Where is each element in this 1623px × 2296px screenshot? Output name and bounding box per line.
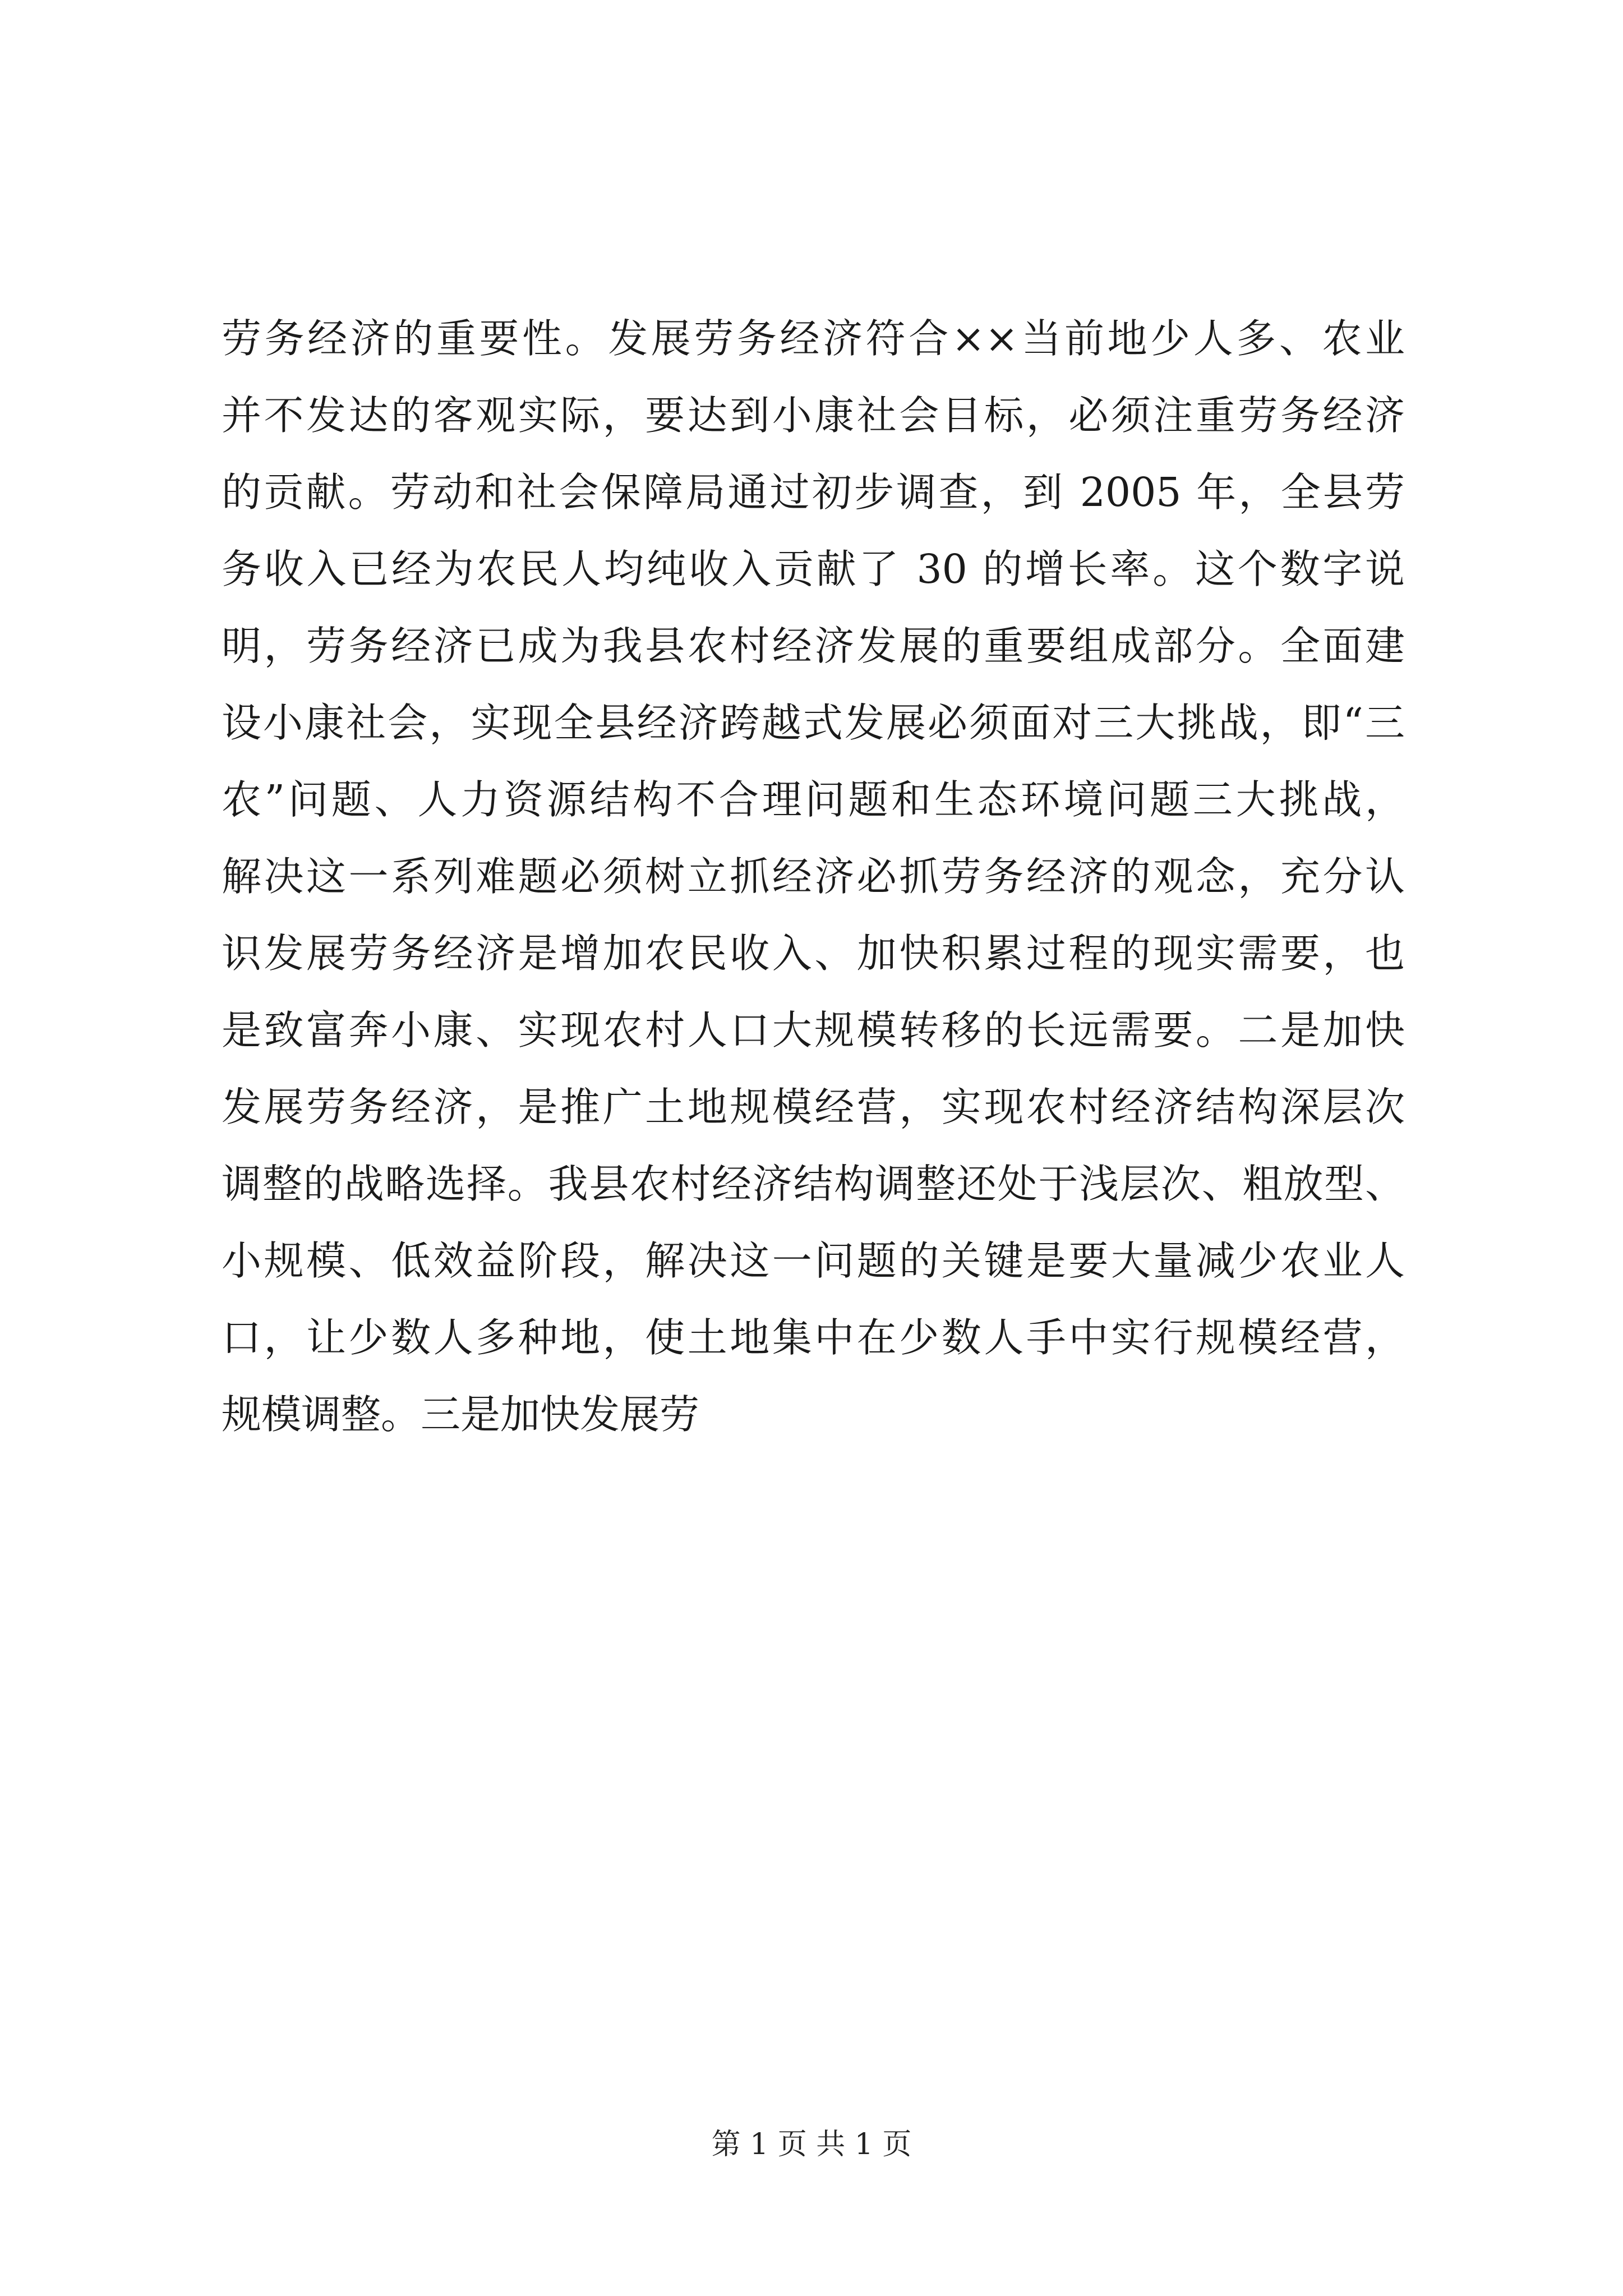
text-line: 并不发达的客观实际，要达到小康社会目标，必须注重劳务经济	[222, 392, 1405, 439]
text-line: 识发展劳务经济是增加农民收入、加快积累过程的现实需要，也	[222, 930, 1405, 977]
text-line: 发展劳务经济，是推广土地规模经营，实现农村经济结构深层次	[222, 1084, 1405, 1130]
text-line: 调整的战略选择。我县农村经济结构调整还处于浅层次、粗放型、	[222, 1161, 1405, 1207]
text-line: 的贡献。劳动和社会保障局通过初步调查，到 2005 年，全县劳	[222, 469, 1405, 516]
text-line: 解决这一系列难题必须树立抓经济必抓劳务经济的观念，充分认	[222, 853, 1405, 900]
page-number-footer: 第 1 页 共 1 页	[711, 2128, 912, 2161]
text-line: 务收入已经为农民人均纯收入贡献了 30 的增长率。这个数字说	[222, 546, 1405, 592]
text-line: 设小康社会，实现全县经济跨越式发展必须面对三大挑战，即“三	[222, 700, 1405, 746]
text-line: 口，让少数人多种地，使土地集中在少数人手中实行规模经营，	[222, 1314, 1405, 1361]
text-line: 劳务经济的重要性。发展劳务经济符合××当前地少人多、农业	[222, 315, 1405, 362]
text-line: 小规模、低效益阶段，解决这一问题的关键是要大量减少农业人	[222, 1237, 1405, 1284]
text-line: 是致富奔小康、实现农村人口大规模转移的长远需要。二是加快	[222, 1007, 1405, 1053]
text-line: 明，劳务经济已成为我县农村经济发展的重要组成部分。全面建	[222, 623, 1405, 669]
text-line-last: 规模调整。三是加快发展劳	[222, 1391, 700, 1438]
body-text	[222, 300, 1405, 1453]
text-line: 农”问题、人力资源结构不合理问题和生态环境问题三大挑战，	[222, 776, 1405, 823]
